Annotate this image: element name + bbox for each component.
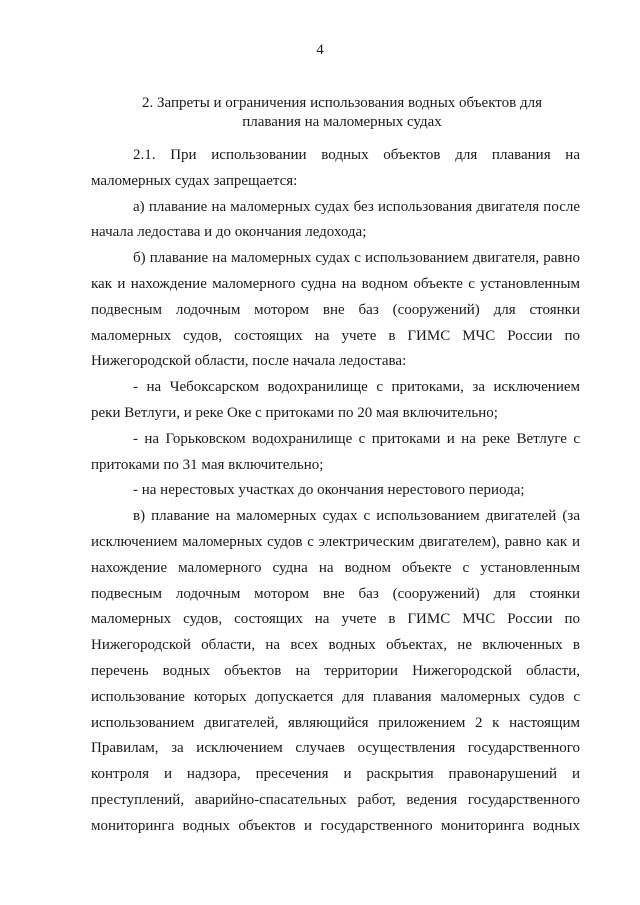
section-heading-line: 2. Запреты и ограничения использования водных объектов для [141,95,543,111]
paragraph-line: б) плавание на маломерных судах с использованием двигателя, равно [133,250,580,267]
paragraph-line: 2.1. При использовании водных объектов для плавания на [133,147,580,163]
paragraph-line: использование которых допускается для плавания маломерных судов с [91,688,580,705]
paragraph-line: мониторинга водных объектов и государственного мониторинга водных [91,817,580,834]
paragraph-line: маломерных судах запрещается: [91,172,298,189]
section-heading-line: плавания на маломерных судах [242,114,442,130]
section-heading [110,94,574,132]
paragraph-line: как и нахождение маломерного судна на водном объекте с установленным [91,275,580,292]
document-body [91,146,580,843]
paragraph-line: Нижегородской области, на всех водных объектах, не включенных в [91,637,580,654]
paragraph-line: в) плавание на маломерных судах с использованием двигателей (за [133,508,580,525]
paragraph-line: а) плавание на маломерных судах без использования двигателя после [133,198,580,215]
paragraph-line: подвесным лодочным мотором вне баз (сооружений) для стоянки [91,301,580,318]
paragraph-line: Нижегородской области, после начала ледостава: [91,353,407,370]
paragraph-line: Правилам, за исключением случаев осуществления государственного [91,740,580,757]
paragraph-line: притоками по 31 мая включительно; [91,456,324,473]
paragraph-line: подвесным лодочным мотором вне баз (сооружений) для стоянки [91,585,580,602]
paragraph-line: маломерных судов, состоящих на учете в ГИМС МЧС России по [91,327,580,344]
paragraph-line: перечень водных объектов на территории Нижегородской области, [91,662,580,679]
paragraph-line: - на Горьковском водохранилище с притоками и на реке Ветлуге с [133,430,580,447]
paragraph-line: преступлений, аварийно-спасательных работ, ведения государственного [91,791,580,808]
paragraph-line: исключением маломерных судов с электрическим двигателем), равно как и [91,533,580,550]
page-number: 4 [316,42,324,58]
paragraph-line: использованием двигателей, являющийся приложением 2 к настоящим [91,714,580,731]
paragraph-line: реки Ветлуги, и реке Оке с притоками по 20 мая включительно; [91,404,498,421]
paragraph-line: контроля и надзора, пресечения и раскрытия правонарушений и [91,766,580,783]
paragraph-line: - на Чебоксарском водохранилище с притоками, за исключением [133,379,580,396]
paragraph-line: начала ледостава и до окончания ледохода; [91,224,367,241]
paragraph-line: маломерных судов, состоящих на учете в ГИМС МЧС России по [91,611,580,628]
paragraph-line: нахождение маломерного судна на водном объекте с установленным [91,559,580,576]
paragraph-line: - на нерестовых участках до окончания нерестового периода; [133,482,525,499]
